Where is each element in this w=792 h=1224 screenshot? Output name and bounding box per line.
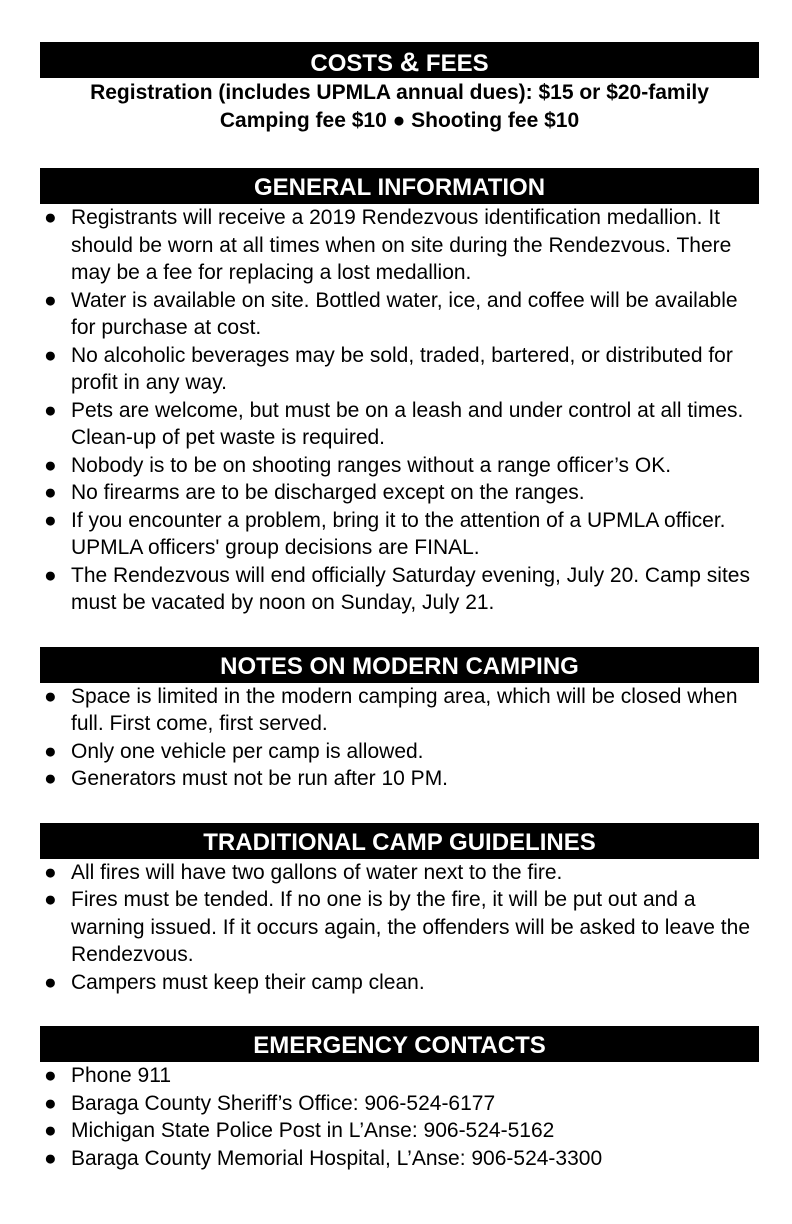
bullet-icon: ● (44, 970, 57, 994)
bullet-icon: ● (44, 1119, 57, 1142)
traditional-camp-section (40, 823, 759, 997)
bullet-icon: ● (44, 453, 57, 477)
info-sheet (40, 42, 759, 1172)
list-item: ● Generators must not be run after 10 PM. (40, 765, 759, 793)
traditional-camp-heading: TRADITIONAL CAMP GUIDELINES (40, 823, 759, 859)
bullet-icon: ● (44, 1146, 57, 1170)
list-item: ● Only one vehicle per camp is allowed. (40, 738, 759, 766)
bullet-icon: ● (44, 767, 57, 790)
bullet-icon: ● (44, 1091, 57, 1115)
bullet-icon: ● (44, 563, 57, 587)
bullet-icon: ● (44, 481, 57, 504)
emergency-contacts-list (40, 1062, 759, 1172)
list-item: ● Fires must be tended. If no one is by the fire, it will be put out and a warning issued. If it occurs again, the offenders will be asked to leave the Rendezvous. (44, 888, 751, 966)
costs-section (40, 42, 759, 134)
modern-camping-section (40, 647, 759, 793)
list-item: ● Phone 911 (40, 1062, 759, 1090)
bullet-icon: ● (44, 398, 57, 422)
list-item: ● Nobody is to be on shooting ranges without a range officer’s OK. (40, 452, 759, 480)
list-item: ● Water is available on site. Bottled water, ice, and coffee will be available for purchase at cost. (44, 288, 738, 339)
general-information-heading: GENERAL INFORMATION (40, 168, 759, 204)
list-item: ● Pets are welcome, but must be on a leash and under control at all times. Clean-up of pet waste is required. (44, 398, 744, 449)
list-item: ● Space is limited in the modern camping area, which will be closed when full. First come, first served. (44, 684, 738, 735)
modern-camping-heading: NOTES ON MODERN CAMPING (40, 647, 759, 683)
list-item: ● All fires will have two gallons of water next to the fire. (40, 859, 759, 887)
bullet-icon: ● (44, 343, 57, 367)
list-item: ● No alcoholic beverages may be sold, traded, bartered, or distributed for profit in any way. (44, 343, 733, 394)
emergency-contacts-section (40, 1026, 759, 1172)
general-information-list (40, 204, 759, 617)
bullet-icon: ● (44, 888, 57, 911)
list-item: ● Michigan State Police Post in L’Anse: 906-524-5162 (40, 1117, 759, 1145)
bullet-icon: ● (44, 739, 57, 763)
bullet-icon: ● (44, 1064, 57, 1087)
registration-fee-line: Registration (includes UPMLA annual dues): $15 or $20-family (90, 81, 709, 104)
costs-heading-post: FEES (419, 50, 489, 77)
costs-heading (40, 42, 759, 78)
bullet-icon: ● (44, 684, 57, 708)
list-item: ● If you encounter a problem, bring it to the attention of a UPMLA officer. UPMLA officers' group decisions are FINAL. (44, 508, 726, 559)
bullet-icon: ● (44, 206, 57, 229)
emergency-contacts-heading: EMERGENCY CONTACTS (40, 1026, 759, 1062)
section-spacer (40, 134, 759, 168)
list-item: ● Campers must keep their camp clean. (40, 969, 759, 997)
list-item: ● Baraga County Memorial Hospital, L’Anse: 906-524-3300 (40, 1145, 759, 1173)
list-item: ● Baraga County Sheriff’s Office: 906-524-6177 (40, 1090, 759, 1118)
traditional-camp-list (40, 859, 759, 997)
general-information-section (40, 168, 759, 617)
section-spacer (40, 793, 759, 823)
list-item: ● No firearms are to be discharged except on the ranges. (40, 479, 759, 507)
camping-shooting-fee-line: Camping fee $10 ● Shooting fee $10 (219, 109, 580, 132)
bullet-icon: ● (44, 508, 57, 532)
section-spacer (40, 617, 759, 647)
bullet-icon: ● (44, 288, 57, 312)
list-item: ● Registrants will receive a 2019 Rendezvous identification medallion. It should be worn at all times when on site during the Rendezvous. There may be a fee for replacing a lost medallion. (44, 206, 732, 284)
costs-heading-amp: & (399, 47, 420, 77)
section-spacer (40, 996, 759, 1026)
bullet-icon: ● (44, 860, 57, 884)
modern-camping-list (40, 683, 759, 793)
costs-heading-pre: COSTS (310, 50, 400, 77)
list-item: ● The Rendezvous will end officially Saturday evening, July 20. Camp sites must be vacated by noon on Sunday, July 21. (44, 563, 750, 614)
